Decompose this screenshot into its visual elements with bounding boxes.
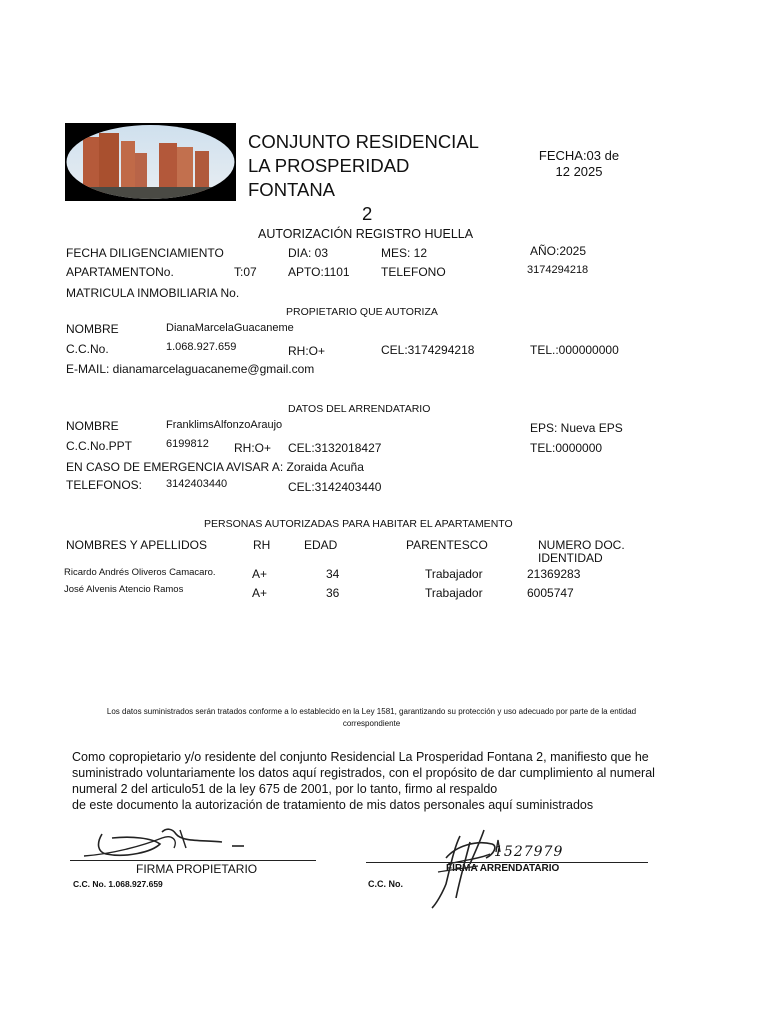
tenant-handwritten-number: 1527979 bbox=[494, 844, 564, 860]
consent-line: numeral 2 del articulo51 de la ley 675 de 2001, por lo tanto, firmo al respaldo bbox=[72, 782, 498, 796]
tenant-cc-label: C.C.No.PPT bbox=[66, 439, 133, 453]
matricula-label: MATRICULA INMOBILIARIA No. bbox=[66, 286, 240, 300]
person-name: José Alvenis Atencio Ramos bbox=[64, 584, 184, 595]
tenant-signature-image bbox=[426, 828, 576, 915]
person-age: 36 bbox=[326, 586, 340, 600]
column-header-doc: NUMERO DOC. bbox=[538, 538, 625, 552]
owner-name-value: DianaMarcelaGuacaneme bbox=[166, 322, 294, 334]
legal-notice: Los datos suministrados serán tratados conforme a lo establecido en la Ley 1581, garantizando su protección y uso adecuado por parte de la entidad correspondiente bbox=[106, 707, 637, 728]
owner-signature-cc: C.C. No. 1.068.927.659 bbox=[73, 879, 163, 889]
owner-email: E-MAIL: dianamarcelaguacaneme@gmail.com bbox=[66, 362, 315, 376]
tenant-signature-cc: C.C. No. bbox=[368, 879, 403, 889]
tenant-phones-cel-value: CEL:3142403440 bbox=[288, 480, 382, 494]
tower-value: T:07 bbox=[234, 265, 257, 279]
day-value: DIA: 03 bbox=[288, 246, 329, 260]
month-value: MES: 12 bbox=[381, 246, 428, 260]
tenant-signature-label: FIRMA ARRENDATARIO bbox=[446, 863, 560, 874]
column-header-names: NOMBRES Y APELLIDOS bbox=[66, 538, 207, 552]
consent-line: suministrado voluntariamente los datos aquí registrados, con el propósito de dar cumplimiento al numeral bbox=[72, 766, 655, 780]
authorized-section-title: PERSONAS AUTORIZADAS PARA HABITAR EL APARTAMENTO bbox=[204, 518, 513, 530]
apartment-label: APARTAMENTONo. bbox=[66, 265, 174, 279]
consent-line: de este documento la autorización de tratamiento de mis datos personales aquí suministrados bbox=[72, 798, 594, 812]
person-doc: 6005747 bbox=[527, 586, 574, 600]
tenant-section-title: DATOS DEL ARRENDATARIO bbox=[288, 403, 431, 415]
document-subtitle: AUTORIZACIÓN REGISTRO HUELLA bbox=[258, 227, 474, 241]
owner-cc-value: 1.068.927.659 bbox=[166, 341, 237, 353]
person-rh: A+ bbox=[252, 567, 268, 581]
apartment-phone-value: 3174294218 bbox=[527, 264, 589, 276]
tenant-phones-value: 3142403440 bbox=[166, 478, 228, 490]
tenant-name-value: FranklimsAlfonzoAraujo bbox=[166, 419, 283, 431]
tenant-name-label: NOMBRE bbox=[66, 419, 119, 433]
owner-cc-label: C.C.No. bbox=[66, 342, 109, 356]
person-rh: A+ bbox=[252, 586, 268, 600]
person-relation: Trabajador bbox=[425, 586, 483, 600]
column-header-rh: RH bbox=[253, 538, 271, 552]
tenant-eps-value: EPS: Nueva EPS bbox=[530, 421, 623, 435]
tenant-tel-value: TEL:0000000 bbox=[530, 441, 603, 455]
person-age: 34 bbox=[326, 567, 340, 581]
header-date: FECHA:03 de 12 2025 bbox=[538, 148, 620, 179]
owner-tel-value: TEL.:000000000 bbox=[530, 343, 619, 357]
building-logo-image bbox=[65, 123, 236, 201]
year-value: AÑO:2025 bbox=[530, 244, 587, 258]
document-title-number: 2 bbox=[362, 203, 373, 224]
tenant-rh-value: RH:O+ bbox=[234, 441, 272, 455]
person-relation: Trabajador bbox=[425, 567, 483, 581]
document-title: CONJUNTO RESIDENCIAL LA PROSPERIDAD FONTANA bbox=[248, 131, 479, 200]
emergency-contact: EN CASO DE EMERGENCIA AVISAR A: Zoraida Acuña bbox=[66, 460, 364, 474]
tenant-phones-label: TELEFONOS: bbox=[66, 478, 143, 492]
fecha-diligenciamiento-label: FECHA DILIGENCIAMIENTO bbox=[66, 246, 224, 260]
owner-signature-line bbox=[70, 860, 316, 861]
column-header-age: EDAD bbox=[304, 538, 338, 552]
apartment-phone-label: TELEFONO bbox=[381, 265, 446, 279]
apto-value: APTO:1101 bbox=[288, 265, 350, 279]
owner-signature-label: FIRMA PROPIETARIO bbox=[136, 862, 258, 876]
column-header-relation: PARENTESCO bbox=[406, 538, 488, 552]
person-name: Ricardo Andrés Oliveros Camacaro. bbox=[64, 567, 216, 578]
consent-paragraph bbox=[72, 749, 672, 813]
consent-line: Como copropietario y/o residente del conjunto Residencial La Prosperidad Fontana 2, manifiesto que he bbox=[72, 750, 649, 764]
tenant-cc-value: 6199812 bbox=[166, 438, 209, 450]
owner-name-label: NOMBRE bbox=[66, 322, 119, 336]
tenant-cel-value: CEL:3132018427 bbox=[288, 441, 382, 455]
owner-section-title: PROPIETARIO QUE AUTORIZA bbox=[286, 306, 438, 318]
owner-rh-value: RH:O+ bbox=[288, 344, 326, 358]
owner-cel-value: CEL:3174294218 bbox=[381, 343, 475, 357]
person-doc: 21369283 bbox=[527, 567, 581, 581]
column-header-doc-2: IDENTIDAD bbox=[538, 551, 603, 565]
